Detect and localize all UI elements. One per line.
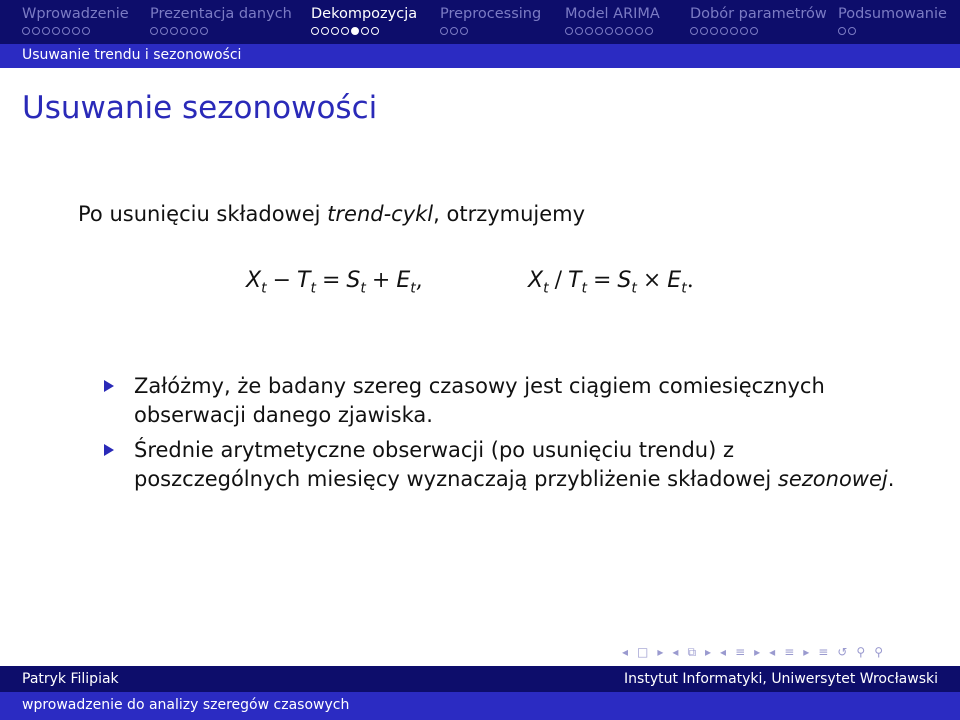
frame-dot[interactable]: [341, 27, 349, 35]
frame-dot[interactable]: [361, 27, 369, 35]
frame-dot[interactable]: [605, 27, 613, 35]
nav-dots[interactable]: [690, 27, 827, 35]
nav-section-label: Model ARIMA: [565, 6, 660, 22]
nav-dots[interactable]: [150, 27, 292, 35]
var-x: X: [528, 268, 544, 293]
frame-dot[interactable]: [615, 27, 623, 35]
frame-dot[interactable]: [625, 27, 633, 35]
nav-section-label: Prezentacja danych: [150, 6, 292, 22]
nav-dots[interactable]: [440, 27, 541, 35]
frame-dot[interactable]: [848, 27, 856, 35]
subscript-t: t: [360, 280, 366, 297]
frame-dot[interactable]: [710, 27, 718, 35]
var-e: E: [667, 268, 682, 293]
next-frame-icon[interactable]: ▸: [705, 645, 712, 659]
frame-icon[interactable]: ⧉: [687, 644, 697, 659]
frame-dot[interactable]: [838, 27, 846, 35]
bullet-list: [100, 372, 900, 500]
subscript-t: t: [543, 280, 549, 297]
frame-dot[interactable]: [595, 27, 603, 35]
minus-operator: −: [272, 268, 292, 293]
nav-dots[interactable]: [311, 27, 417, 35]
subscript-t: t: [681, 280, 687, 297]
var-s: S: [346, 268, 361, 293]
frame-dot[interactable]: [565, 27, 573, 35]
next-slide-icon[interactable]: ▸: [657, 645, 664, 659]
nav-section-label: Preprocessing: [440, 6, 542, 22]
nav-section-prezentacja-danych[interactable]: [150, 6, 292, 35]
frame-dot[interactable]: [150, 27, 158, 35]
frame-dot[interactable]: [645, 27, 653, 35]
equations-display: [0, 268, 960, 302]
nav-section-dobor-parametrow[interactable]: [690, 6, 827, 35]
frame-dot[interactable]: [460, 27, 468, 35]
prev-subsection-icon[interactable]: ◂: [720, 645, 727, 659]
multiplicative-decomposition-equation: [528, 268, 694, 296]
equals-sign: =: [321, 268, 341, 293]
var-s: S: [617, 268, 632, 293]
comma: ,: [415, 268, 423, 293]
footer-short-title: wprowadzenie do analizy szeregów czasowych: [22, 697, 350, 713]
frame-dot[interactable]: [331, 27, 339, 35]
nav-section-label: Dobór parametrów: [690, 6, 827, 22]
frame-dot[interactable]: [700, 27, 708, 35]
frame-dot[interactable]: [720, 27, 728, 35]
var-t: T: [568, 268, 582, 293]
footer-author-bar: [0, 666, 960, 692]
frame-dot[interactable]: [740, 27, 748, 35]
subscript-t: t: [410, 280, 416, 297]
current-frame-dot[interactable]: [351, 27, 359, 35]
frame-dot[interactable]: [82, 27, 90, 35]
subscript-t: t: [310, 280, 316, 297]
var-x: X: [246, 268, 262, 293]
list-item-emphasis: sezonowej: [777, 467, 888, 491]
frame-dot[interactable]: [575, 27, 583, 35]
var-e: E: [396, 268, 411, 293]
beamer-navigation-symbols: [622, 643, 883, 661]
list-item: [100, 436, 900, 494]
nav-section-label: Wprowadzenie: [22, 6, 129, 22]
plus-operator: +: [371, 268, 391, 293]
intro-emphasis: trend-cykl: [327, 202, 434, 226]
subsection-bar: [0, 44, 960, 68]
top-navigation-bar: [0, 0, 960, 44]
footer-institute: Instytut Informatyki, Uniwersytet Wrocławski: [624, 671, 938, 687]
nav-dots[interactable]: [838, 27, 947, 35]
frame-dot[interactable]: [690, 27, 698, 35]
nav-section-label: Dekompozycja: [311, 6, 418, 22]
list-item-text: Średnie arytmetyczne obserwacji (po usunięciu trendu) z poszczególnych miesięcy wyznaczają przybliżenie składowej: [134, 438, 778, 491]
next-section-icon[interactable]: ▸: [803, 645, 810, 659]
nav-section-model-arima[interactable]: [565, 6, 660, 35]
frame-dot[interactable]: [371, 27, 379, 35]
list-item-end: .: [887, 467, 895, 491]
prev-section-icon[interactable]: ◂: [769, 645, 776, 659]
frame-dot[interactable]: [170, 27, 178, 35]
frame-dot[interactable]: [311, 27, 319, 35]
subscript-t: t: [581, 280, 587, 297]
times-operator: ×: [642, 268, 662, 293]
frame-dot[interactable]: [52, 27, 60, 35]
frame-dot[interactable]: [750, 27, 758, 35]
frame-dot[interactable]: [635, 27, 643, 35]
frame-dot[interactable]: [32, 27, 40, 35]
frame-dot[interactable]: [22, 27, 30, 35]
nav-section-label: Podsumowanie: [838, 6, 947, 22]
list-item-text: Załóżmy, że badany szereg czasowy jest ciągiem comiesięcznych obserwacji danego zjawiska.: [134, 374, 825, 427]
nav-dots[interactable]: [565, 27, 660, 35]
divide-operator: /: [554, 268, 562, 293]
frame-dot[interactable]: [585, 27, 593, 35]
var-t: T: [297, 268, 311, 293]
frame-dot[interactable]: [72, 27, 80, 35]
nav-section-dekompozycja[interactable]: [311, 6, 417, 35]
triangle-bullet-icon: [104, 380, 114, 392]
intro-text-after: , otrzymujemy: [433, 202, 586, 226]
frame-dot[interactable]: [730, 27, 738, 35]
intro-paragraph: [78, 202, 585, 226]
frame-title: Usuwanie sezonowości: [22, 90, 378, 126]
period: .: [686, 268, 694, 293]
frame-dot[interactable]: [440, 27, 448, 35]
back-icon[interactable]: ↺: [837, 645, 848, 659]
equals-sign: =: [592, 268, 612, 293]
subsection-icon[interactable]: ≡: [735, 645, 746, 659]
triangle-bullet-icon: [104, 444, 114, 456]
frame-dot[interactable]: [62, 27, 70, 35]
next-subsection-icon[interactable]: ▸: [754, 645, 761, 659]
nav-section-preprocessing[interactable]: [440, 6, 541, 35]
nav-dots[interactable]: [22, 27, 129, 35]
nav-section-podsumowanie[interactable]: [838, 6, 947, 35]
subsection-title: Usuwanie trendu i sezonowości: [22, 47, 242, 63]
section-icon[interactable]: ≡: [784, 645, 795, 659]
frame-dot[interactable]: [190, 27, 198, 35]
subscript-t: t: [631, 280, 637, 297]
subscript-t: t: [261, 280, 267, 297]
document-icon[interactable]: ≡: [818, 645, 829, 659]
list-item: [100, 372, 900, 430]
footer-title-bar: [0, 692, 960, 720]
additive-decomposition-equation: [246, 268, 423, 296]
footer-author: Patryk Filipiak: [22, 671, 119, 687]
frame-dot[interactable]: [160, 27, 168, 35]
prev-slide-icon[interactable]: ◂: [622, 645, 629, 659]
nav-section-wprowadzenie[interactable]: [22, 6, 129, 35]
slide-icon[interactable]: □: [637, 645, 649, 659]
intro-text-before: Po usunięciu składowej: [78, 202, 328, 226]
frame-dot[interactable]: [180, 27, 188, 35]
frame-dot[interactable]: [450, 27, 458, 35]
frame-dot[interactable]: [321, 27, 329, 35]
search-icon[interactable]: ⚲: [856, 645, 866, 659]
prev-frame-icon[interactable]: ◂: [672, 645, 679, 659]
frame-dot[interactable]: [42, 27, 50, 35]
frame-dot[interactable]: [200, 27, 208, 35]
search-forward-icon[interactable]: ⚲: [874, 645, 884, 659]
